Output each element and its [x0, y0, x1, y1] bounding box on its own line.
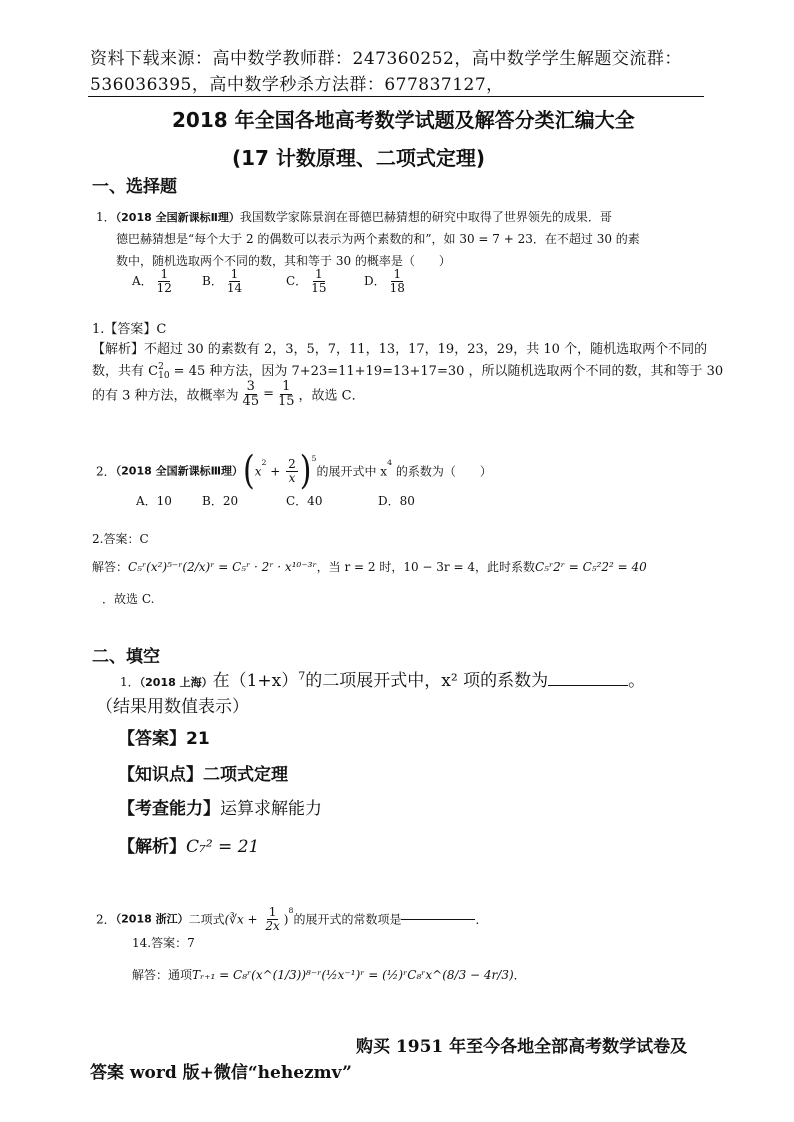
question-1-option-d: D． $\frac{1}{18}$ [364, 267, 405, 295]
question-1-explanation-line-2: 数，共有 C 2 10 = 45 种方法，因为 7+23=11+19=13+17=30 ，所以随机选取两个不同的数，其和等于 30 [92, 361, 724, 381]
question-1-option-c: C． $\frac{1}{15}$ [286, 267, 327, 295]
page-subtitle: (17 计数原理、二项式定理) [232, 146, 486, 170]
question-2-solution: 解答：C₅ʳ(x²)⁵⁻ʳ(2/x)ʳ = C₅ʳ · 2ʳ · x¹⁰⁻³ʳ，当 r = 2 时，10 − 3r = 4，此时系数C₅ʳ2ʳ = C₅²2² = 40 [92, 560, 647, 574]
section-heading-choice: 一、选择题 [92, 177, 177, 197]
question-1-line-1 [96, 206, 612, 229]
header-divider [88, 96, 704, 97]
question-2-option-c: C．40 [286, 494, 323, 508]
question-1-option-a: A． $\frac{1}{12}$ [132, 267, 172, 295]
fill-question-1-line-2: （结果用数值表示） [96, 697, 249, 717]
question-2-solution-end: ．故选 C. [102, 592, 155, 606]
question-1-explanation-line-1: 【解析】不超过 30 的素数有 2，3，5，7，11，13，17，19，23，29，共 10 个，随机选取两个不同的 [92, 342, 708, 357]
footer-line-2: 答案 word 版+微信“hehezmv” [90, 1063, 352, 1083]
question-1-answer: 1.【答案】C [92, 322, 167, 337]
question-text: 我国数学家陈景润在哥德巴赫猜想的研究中取得了世界领先的成果．哥 [239, 210, 612, 224]
question-1-explanation-line-3: 的有 3 种方法，故概率为 $\frac{3}{45}$ = $\frac{1}{15}$ ，故选 C． [92, 379, 365, 409]
answer-blank[interactable] [401, 919, 475, 920]
footer-line-1: 购买 1951 年至今各地全部高考数学试卷及 [356, 1037, 688, 1057]
fill-question-1-analysis: 【解析】C₇² = 21 [118, 837, 260, 857]
fill-question-1-ability: 【考查能力】运算求解能力 [118, 799, 322, 819]
question-2-option-a: A．10 [136, 494, 172, 508]
fill-question-2-solution: 解答：通项Tᵣ₊₁ = C₈ʳ(x^(1/3))⁸⁻ʳ(½x⁻¹)ʳ = (½)ʳC₈ʳx^(8/3 − 4r/3)． [132, 968, 526, 982]
question-2-option-d: D．80 [378, 494, 415, 508]
fill-question-2-answer: 14.答案：7 [132, 936, 195, 950]
question-1-line-3: 数中，随机选取两个不同的数，其和等于 30 的概率是（ ） [116, 254, 451, 268]
fill-question-1-line-1: 1．（2018 上海）在$(1+x)^7$的二项展开式中，x² 项的系数为 。 [120, 669, 646, 691]
question-2-option-b: B．20 [202, 494, 239, 508]
fill-question-2-line-1: 2．（2018 浙江）二项式(∛x + $\frac{1}{2x}$ )$^8$的展开式的常数项是 ． [96, 905, 488, 933]
question-2-line-1: 2．（2018 全国新课标Ⅲ理）($x^2$ + $\frac{2}{x}$ )$^5$的展开式中 $x^4$ 的系数为（ ） [96, 448, 492, 494]
section-heading-fill: 二、填空 [92, 647, 160, 667]
header-line-1: 资料下载来源：高中数学教师群：247360252，高中数学学生解题交流群： [90, 49, 682, 69]
fill-question-1-answer: 【答案】21 [118, 729, 210, 749]
page-title: 2018 年全国各地高考数学试题及解答分类汇编大全 [172, 108, 635, 132]
question-1-line-2: 德巴赫猜想是“每个大于 2 的偶数可以表示为两个素数的和”，如 30 = 7 + 23．在不超过 30 的素 [116, 232, 640, 246]
question-source: （2018 全国新课标Ⅱ理） [115, 211, 240, 224]
fill-question-1-knowledge: 【知识点】二项式定理 [118, 765, 288, 785]
question-2-answer: 2.答案：C [92, 532, 149, 546]
header-line-2: 536036395，高中数学秒杀方法群：677837127， [90, 75, 504, 95]
question-number: 1． [96, 210, 116, 224]
answer-blank[interactable] [548, 685, 628, 686]
question-1-option-b: B． $\frac{1}{14}$ [202, 267, 243, 295]
